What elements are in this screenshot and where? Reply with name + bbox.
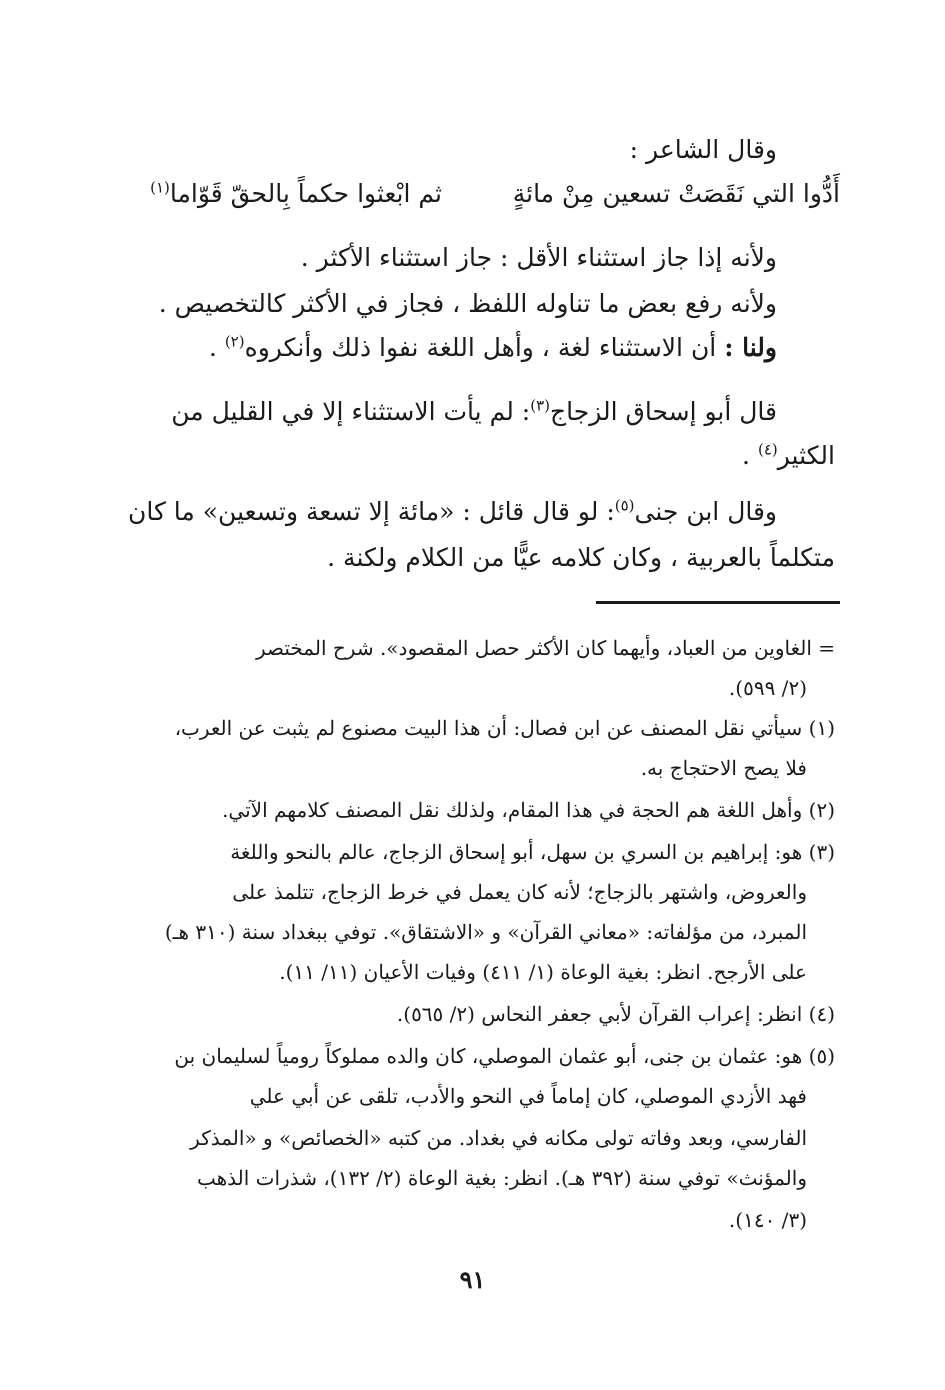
- footnote-3-line-2: والعروض، واشتهر بالزجاج؛ لأنه كان يعمل في خرط الزجاج، تتلمذ على: [232, 880, 807, 904]
- footnote-separator: [596, 601, 840, 604]
- footnote-2-line-1: (٢) وأهل اللغة هم الحجة في هذا المقام، ولذلك نقل المصنف كلامهم الآتي.: [222, 798, 835, 822]
- footnote-ref-4: (٤): [757, 440, 778, 459]
- footnote-ref-2: (٢): [224, 332, 245, 351]
- footnote-4-line-1: (٤) انظر: إعراب القرآن لأبي جعفر النحاس (٢/ ٥٦٥).: [396, 1002, 835, 1026]
- paragraph-4-line-2: [742, 436, 835, 476]
- paragraph-3: [209, 328, 777, 368]
- paragraph-4-text-a: قال أبو إسحاق الزجاج: [549, 397, 777, 426]
- footnote-ref-5: (٥): [614, 496, 635, 515]
- verse-hemistich-left: [150, 174, 442, 214]
- paragraph-4-text-b: : لم يأت الاستثناء إلا في القليل من: [171, 397, 531, 426]
- footnote-3-line-4: على الأرجح. انظر: بغية الوعاة (١/ ٤١١) وفيات الأعيان (١١/ ١١).: [279, 960, 807, 984]
- paragraph-1: ولأنه إذا جاز استثناء الأقل : جاز استثناء الأكثر .: [300, 243, 777, 272]
- paragraph-3-text: أن الاستثناء لغة ، وأهل اللغة نفوا ذلك وأنكروه: [244, 333, 717, 362]
- footnote-3-line-3: المبرد، من مؤلفاته: «معاني القرآن» و «الاشتقاق». توفي ببغداد سنة (٣١٠ هـ): [164, 920, 807, 944]
- paragraph-5-text-a: وقال ابن جنى: [634, 497, 777, 526]
- footnote-5-line-4: والمؤنث» توفي سنة (٣٩٢ هـ). انظر: بغية الوعاة (٢/ ١٣٢)، شذرات الذهب: [196, 1166, 807, 1190]
- footnote-5-line-3: الفارسي، وبعد وفاته تولى مكانه في بغداد. من كتبه «الخصائص» و «المذكر: [190, 1126, 807, 1150]
- footnote-5-line-1: (٥) هو: عثمان بن جنى، أبو عثمان الموصلي، كان والده مملوكاً رومياً لسليمان بن: [174, 1044, 835, 1068]
- verse-intro: وقال الشاعر :: [629, 135, 777, 164]
- paragraph-3-lead: ولنا :: [724, 333, 777, 362]
- paragraph-4-line-1: [171, 392, 777, 432]
- footnote-3-line-1: (٣) هو: إبراهيم بن السري بن سهل، أبو إسحاق الزجاج، عالم بالنحو واللغة: [230, 840, 835, 864]
- footnote-1-line-2: فلا يصح الاحتجاج به.: [640, 756, 807, 780]
- footnote-1-line-1: (١) سيأتي نقل المصنف عن ابن فصال: أن هذا البيت مصنوع لم يثبت عن العرب،: [174, 716, 835, 740]
- footnote-5-line-5: (٣/ ١٤٠).: [728, 1208, 807, 1232]
- poetry-verse: [100, 174, 840, 214]
- verse-hemistich-left-text: ثم ابْعثوا حكماً بِالحقّ قَوّاما: [169, 179, 442, 208]
- paragraph-3-end: .: [208, 333, 225, 362]
- paragraph-5-line-1: [128, 492, 777, 532]
- page-number: ٩١: [459, 1265, 486, 1294]
- paragraph-4-end: .: [742, 441, 758, 470]
- footnote-5-line-2: فهد الأزدي الموصلي، كان إماماً في النحو والأدب، تلقى عن أبي علي: [249, 1084, 807, 1108]
- footnote-ref-1: (١): [150, 178, 170, 197]
- footnote-continuation-line-1: = الغاوين من العباد، وأيهما كان الأكثر حصل المقصود». شرح المختصر: [255, 636, 835, 660]
- paragraph-5-line-2: متكلماً بالعربية ، وكان كلامه عيًّا من الكلام ولكنة .: [327, 543, 835, 572]
- paragraph-5-text-b: : لو قال قائل : «مائة إلا تسعة وتسعين» ما كان: [127, 497, 615, 526]
- verse-hemistich-right: أَدُّوا التي نَقَصَتْ تسعين مِنْ مائةٍ: [512, 179, 840, 208]
- footnote-continuation-line-2: (٢/ ٥٩٩).: [728, 676, 807, 700]
- paragraph-4-text-c: الكثير: [777, 441, 835, 470]
- footnote-ref-3: (٣): [530, 396, 550, 415]
- paragraph-2: ولأنه رفع بعض ما تناوله اللفظ ، فجاز في الأكثر كالتخصيص .: [158, 289, 777, 318]
